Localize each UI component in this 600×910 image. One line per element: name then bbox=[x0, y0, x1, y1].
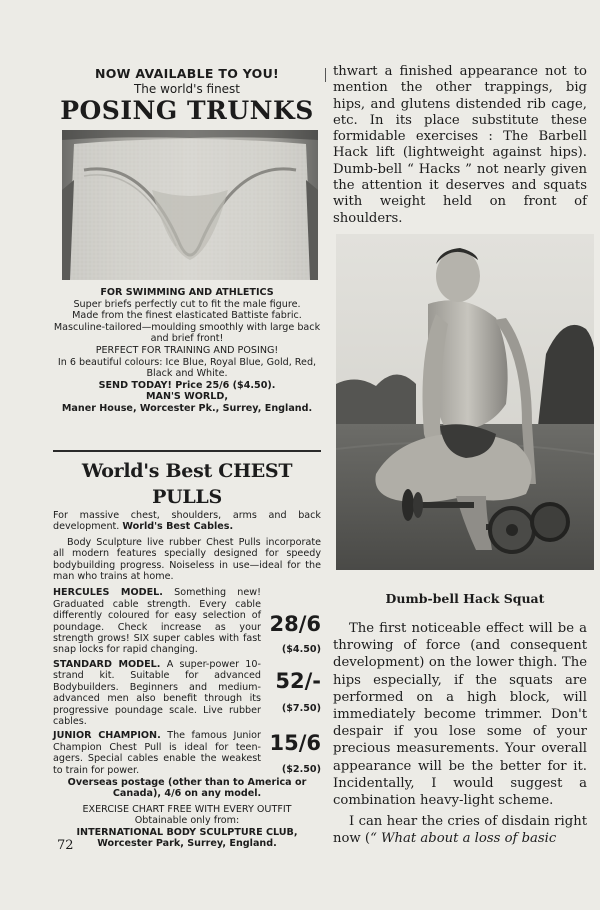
ad-divider bbox=[53, 450, 321, 452]
chest-pulls-ad bbox=[53, 458, 321, 849]
club-name: INTERNATIONAL BODY SCULPTURE CLUB, bbox=[76, 826, 298, 838]
model-name: STANDARD MODEL. bbox=[53, 658, 161, 670]
model-price: 28/6 bbox=[269, 612, 321, 637]
model-price: 15/6 bbox=[269, 731, 321, 756]
article-paragraph bbox=[333, 813, 587, 847]
ad-line: Maner House, Worcester Pk., Surrey, England. bbox=[61, 402, 313, 414]
overseas-postage: Overseas postage (other than to America or Canada), 4/6 on any model. bbox=[67, 776, 307, 800]
dumbbell-hack-squat-photo bbox=[336, 234, 594, 570]
ad-headline: POSING TRUNKS bbox=[60, 96, 314, 125]
photo-caption: Dumb-bell Hack Squat bbox=[385, 591, 545, 606]
model-name: HERCULES MODEL. bbox=[53, 587, 163, 599]
model-text: Something new! Graduated cable strength. Every cable differently coloured for easy selection of poundage. Check increase as your strength grows! SIX super cables with fast snap locks for rapid changing. bbox=[53, 587, 261, 656]
model-text: The famous Junior Champion Chest Pull is ideal for teen-agers. Special cables enable the weakest to train for power. bbox=[53, 730, 261, 776]
ad-line: Super briefs perfectly cut to fit the male figure. bbox=[73, 298, 301, 310]
posing-trunks-photo bbox=[62, 130, 318, 280]
ad-line: Made from the finest elasticated Battiste fabric. bbox=[72, 310, 302, 322]
chest-body: Body Sculpture live rubber Chest Pulls incorporate all modern features specially designed for speedy bodybuilding progress. Noiseless in use—ideal for the man who trains at home. bbox=[53, 536, 321, 583]
ad-line: Masculine-tailored—moulding smoothly with large back and brief front! bbox=[53, 321, 321, 345]
ad-kicker: NOW AVAILABLE TO YOU! bbox=[94, 66, 280, 81]
junior-champion-model bbox=[53, 730, 321, 776]
paragraph-text: I can hear the cries of disdain right now ( bbox=[333, 814, 587, 847]
ad-line: SEND TODAY! Price 25/6 ($4.50). bbox=[98, 379, 276, 391]
model-dollar-price: ($7.50) bbox=[281, 702, 321, 714]
posing-trunks-ad bbox=[53, 66, 321, 125]
standard-model bbox=[53, 659, 321, 727]
model-dollar-price: ($2.50) bbox=[281, 764, 321, 776]
article-text-bottom bbox=[333, 620, 587, 848]
ad-line: FOR SWIMMING AND ATHLETICS bbox=[100, 287, 274, 298]
model-text: A super-power 10-strand kit. Suitable for advanced Bodybuilders. Beginners and medium-advanced men also benefit through its progressive poundage scale. Live rubber cables. bbox=[53, 658, 261, 727]
chest-intro-bold: World's Best Cables. bbox=[122, 521, 234, 533]
chest-pulls-headline: World's Best CHEST PULLS bbox=[81, 460, 293, 508]
ad-line: PERFECT FOR TRAINING AND POSING! bbox=[95, 344, 279, 356]
article-text-top: thwart a finished appearance not to mention the other trappings, big hips, and glutens distended rib cage, etc. In its place substitute these formidable exercises : The Barbell Hack lift (lightweight against hips). Dumb-bell “ Hacks ” not nearly given the attention it deserves and squats with weight held on front of shoulders. bbox=[333, 64, 587, 226]
model-name: JUNIOR CHAMPION. bbox=[53, 730, 161, 742]
article-paragraph: The first noticeable effect will be a throwing of force (and consequent development) on the lower thigh. The hips especially, if the squats are performed on a high block, will immediately become trimmer. Don't despair if you lose some of your precious measurements. Your overall appearance will be the better for it. Incidentally, I would suggest a combination heavy-light scheme. bbox=[333, 621, 587, 809]
column-divider bbox=[325, 68, 326, 82]
ad-line: MAN'S WORLD, bbox=[145, 391, 229, 403]
model-price: 52/- bbox=[275, 668, 321, 693]
club-address: Worcester Park, Surrey, England. bbox=[97, 837, 277, 849]
paragraph-italic-text: “ What about a loss of basic bbox=[370, 831, 557, 847]
ad-subheading: The world's finest bbox=[133, 82, 241, 96]
ad-line: In 6 beautiful colours: Ice Blue, Royal Blue, Gold, Red, Black and White. bbox=[57, 356, 317, 380]
chest-intro: For massive chest, shoulders, arms and back development. bbox=[53, 510, 321, 533]
posing-trunks-copy bbox=[53, 287, 321, 415]
hercules-model bbox=[53, 587, 321, 655]
page-number: 72 bbox=[57, 838, 74, 853]
obtainable-line: Obtainable only from: bbox=[134, 815, 240, 827]
model-dollar-price: ($4.50) bbox=[281, 644, 321, 656]
exercise-chart-offer: EXERCISE CHART FREE WITH EVERY OUTFIT bbox=[82, 803, 292, 815]
